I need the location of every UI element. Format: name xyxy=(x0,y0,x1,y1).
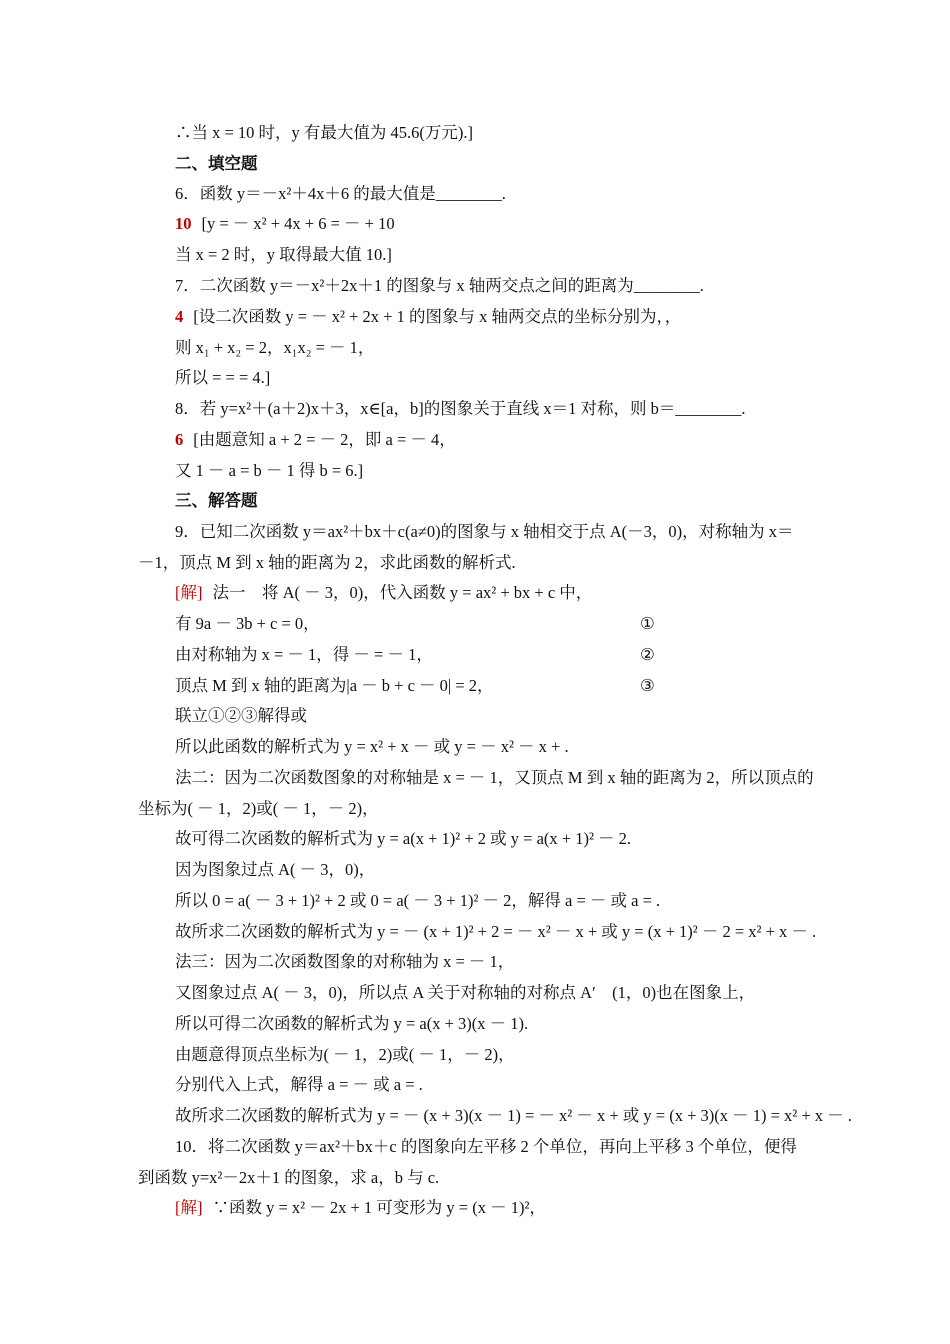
text-line xyxy=(175,705,307,727)
text-line xyxy=(175,122,473,144)
text-line xyxy=(175,1074,423,1096)
line-text: 所以 = = = 4.] xyxy=(175,368,271,387)
text-line xyxy=(175,1197,546,1219)
line-text: 7．二次函数 y＝－x²＋2x＋1 的图象与 x 轴两交点之间的距离为________. xyxy=(175,276,704,295)
answer-label: 10 xyxy=(175,214,192,233)
text-line xyxy=(138,1167,439,1189)
line-text: 所以此函数的解析式为 y = x² + x － 或 y = － x² － x + . xyxy=(175,737,569,756)
text-line xyxy=(175,828,631,850)
line-text: 二、填空题 xyxy=(175,154,258,173)
text-line xyxy=(175,429,456,451)
line-text: [y = － x² + 4x + 6 = － + 10 xyxy=(201,214,395,233)
line-text: 又 1 － a = b － 1 得 b = 6.] xyxy=(175,461,364,480)
text-line xyxy=(175,367,270,389)
line-text: 则 x₁ + x₂ = 2，x₁x₂ = － 1， xyxy=(175,338,375,357)
equation-number: ① xyxy=(640,614,655,633)
text-line xyxy=(175,982,755,1004)
text-line xyxy=(175,398,745,420)
answer-label: 4 xyxy=(175,307,184,326)
text-line xyxy=(175,337,374,359)
text-line xyxy=(175,951,514,973)
line-text: 当 x = 2 时，y 取得最大值 10.] xyxy=(175,245,392,264)
line-text: [由题意知 a + 2 = － 2，即 a = － 4， xyxy=(193,430,456,449)
text-line xyxy=(175,213,395,235)
line-text: 坐标为( － 1，2)或( － 1，－ 2)， xyxy=(138,799,379,818)
equation-number: ② xyxy=(640,645,655,664)
solution-tag: [解] xyxy=(175,583,203,602)
line-text: 法三：因为二次函数图象的对称轴为 x = － 1， xyxy=(175,952,515,971)
line-text: ∵函数 y = x² － 2x + 1 可变形为 y = (x － 1)²， xyxy=(212,1198,546,1217)
line-text: [设二次函数 y = － x² + 2x + 1 的图象与 x 轴两交点的坐标分别为，， xyxy=(193,307,682,326)
text-line xyxy=(175,582,592,604)
text-line xyxy=(138,552,516,574)
text-line xyxy=(175,460,363,482)
text-line xyxy=(175,244,392,266)
text-line xyxy=(175,183,506,205)
line-text: 顶点 M 到 x 轴的距离为|a － b + c － 0| = 2， xyxy=(175,676,494,695)
line-text: 10．将二次函数 y＝ax²＋bx＋c 的图象向左平移 2 个单位，再向上平移 3 个单位，便得 xyxy=(175,1137,797,1156)
line-text: 联立①②③解得或 xyxy=(175,706,307,725)
answer-label: 6 xyxy=(175,430,184,449)
text-line xyxy=(175,1136,797,1158)
text-line xyxy=(175,1013,528,1035)
line-text: 所以可得二次函数的解析式为 y = a(x + 3)(x － 1). xyxy=(175,1014,529,1033)
line-text: ∴当 x = 10 时，y 有最大值为 45.6(万元).] xyxy=(175,123,474,142)
text-line xyxy=(138,798,379,820)
line-text: 9．已知二次函数 y＝ax²＋bx＋c(a≠0)的图象与 x 轴相交于点 A(－3，0)，对称轴为 x＝ xyxy=(175,522,794,541)
line-text: 故所求二次函数的解析式为 y = － (x + 1)² + 2 = － x² － x + 或 y = (x + 1)² － 2 = x² + x － . xyxy=(175,922,817,941)
line-text: 由题意得顶点坐标为( － 1，2)或( － 1，－ 2)， xyxy=(175,1045,515,1064)
line-text: 故所求二次函数的解析式为 y = － (x + 3)(x － 1) = － x² － x + 或 y = (x + 3)(x － 1) = x² + x － . xyxy=(175,1106,852,1125)
text-line xyxy=(175,859,375,881)
text-line xyxy=(175,921,816,943)
line-text: 三、解答题 xyxy=(175,491,258,510)
line-text: 法一 将 A( － 3，0)，代入函数 y = ax² + bx + c 中， xyxy=(212,583,593,602)
text-line xyxy=(175,644,433,666)
line-text: 到函数 y=x²－2x＋1 的图象，求 a，b 与 c. xyxy=(138,1168,440,1187)
text-line xyxy=(175,521,794,543)
line-text: 8．若 y=x²＋(a＋2)x＋3，x∈[a，b]的图象关于直线 x＝1 对称，则 b＝________. xyxy=(175,399,746,418)
text-line xyxy=(175,675,494,697)
section-heading xyxy=(175,490,258,512)
text-line xyxy=(175,767,814,789)
line-text: －1，顶点 M 到 x 轴的距离为 2，求此函数的解析式. xyxy=(138,553,516,572)
line-text: 6．函数 y＝－x²＋4x＋6 的最大值是________. xyxy=(175,184,506,203)
line-text: 所以 0 = a( － 3 + 1)² + 2 或 0 = a( － 3 + 1)² － 2，解得 a = － 或 a = . xyxy=(175,891,661,910)
solution-tag: [解] xyxy=(175,1198,203,1217)
line-text: 故可得二次函数的解析式为 y = a(x + 1)² + 2 或 y = a(x + 1)² － 2. xyxy=(175,829,632,848)
text-line xyxy=(175,890,660,912)
text-line xyxy=(175,306,681,328)
line-text: 由对称轴为 x = － 1，得 － = － 1， xyxy=(175,645,433,664)
line-text: 因为图象过点 A( － 3，0)， xyxy=(175,860,376,879)
line-text: 分别代入上式，解得 a = － 或 a = . xyxy=(175,1075,423,1094)
equation-number: ③ xyxy=(640,676,655,695)
line-text: 又图象过点 A( － 3，0)，所以点 A 关于对称轴的对称点 A′ (1，0)也在图象上， xyxy=(175,983,756,1002)
text-line xyxy=(175,736,569,758)
text-line xyxy=(175,613,320,635)
line-text: 有 9a － 3b + c = 0， xyxy=(175,614,320,633)
line-text: 法二：因为二次函数图象的对称轴是 x = － 1，又顶点 M 到 x 轴的距离为 2，所以顶点的 xyxy=(175,768,814,787)
text-line xyxy=(175,275,704,297)
text-line xyxy=(175,1044,515,1066)
text-line xyxy=(175,1105,852,1127)
section-heading xyxy=(175,153,258,175)
